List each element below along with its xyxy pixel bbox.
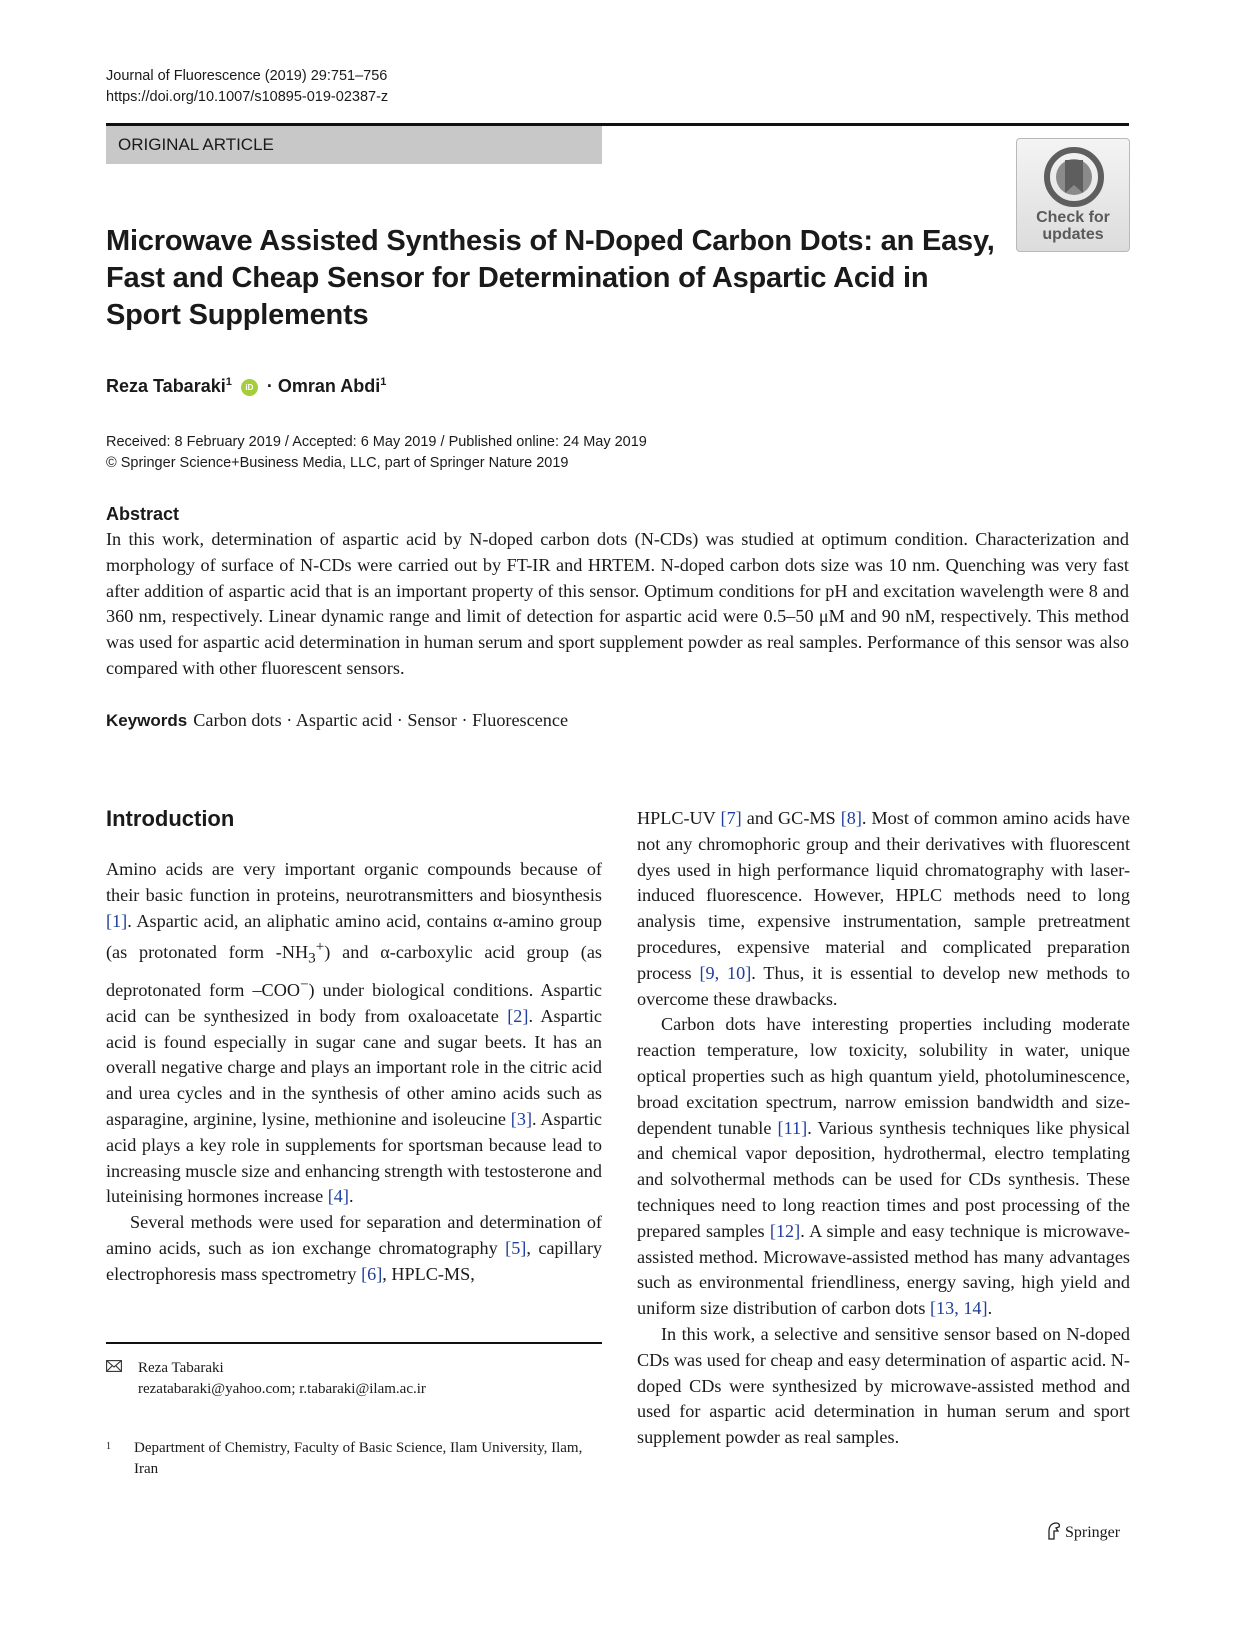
envelope-icon [106,1360,122,1372]
citation-link[interactable]: [3] [510,1108,533,1129]
journal-citation: Journal of Fluorescence (2019) 29:751–756 [106,68,388,84]
text-run: HPLC-UV [637,808,721,828]
affiliation-number: 1 [106,1441,111,1452]
check-updates-line2: updates [1042,226,1104,243]
text-run: ) under biological conditions. Aspartic acid can be synthesized in body from oxaloacetate [106,979,602,1026]
text-run: . Various synthesis techniques like physical and chemical vapor deposition, hydrothermal, electro templating and solvothermal methods can be used for CDs synthesis. These techniques need to long reaction times and post processing of the prepared samples [637,1117,1130,1241]
keywords-line [106,708,568,733]
citation-link[interactable]: [4] [327,1186,349,1207]
check-for-updates-badge[interactable] [1016,138,1130,252]
citation-link[interactable]: [6] [361,1263,383,1284]
text-run: Amino acids are very important organic compounds because of their basic function in proteins, neurotransmitters and biosynthesis [106,859,602,905]
corresponding-author-emails[interactable]: rezatabaraki@yahoo.com; r.tabaraki@ilam.ac.ir [138,1381,426,1397]
subscript: 3 [308,950,316,968]
author-affil-mark: 1 [225,376,232,388]
publisher-name: Springer [1065,1524,1121,1541]
text-run: . Aspartic acid plays a key role in supplements for sportsman because lead to increasing muscle size and enhancing strength with testosterone and luteinising hormones increase [106,1108,602,1207]
author-affil-mark: 1 [380,376,387,388]
citation-link[interactable]: [5] [505,1237,527,1258]
citation-link[interactable]: [8] [840,808,862,828]
copyright-line: © Springer Science+Business Media, LLC, part of Springer Nature 2019 [106,455,569,471]
text-run: . A simple and easy technique is microwave-assisted method. Microwave-assisted method has many advantages such as environmental friendliness, energy saving, high yield and uniform size distribution of carbon dots [637,1220,1130,1319]
keywords-list: Carbon dots · Aspartic acid · Sensor · Fluorescence [193,710,569,730]
doi-link[interactable]: https://doi.org/10.1007/s10895-019-02387-z [106,89,389,105]
author-name[interactable]: Omran Abdi [277,376,381,396]
citation-link[interactable]: [7] [720,808,742,828]
text-run: , HPLC-MS, [382,1263,475,1284]
right-column [637,806,1130,1451]
affiliation-text: Department of Chemistry, Faculty of Basic Science, Ilam University, Ilam, Iran [134,1440,583,1477]
footnote-rule [106,1342,602,1344]
intro-paragraph-3 [637,1012,1130,1322]
superscript: + [315,938,325,956]
publisher-logo [1046,1522,1120,1543]
citation-link[interactable]: [13, 14] [929,1298,988,1319]
keywords-label: Keywords [106,711,188,730]
text-run: . Aspartic acid is found especially in sugar cane and sugar beets. It has an overall negative charge and plays an important role in the citric acid and urea cycles and in the synthesis of other amino acids such as asparagine, arginine, lysine, methionine and isoleucine [106,1005,602,1129]
author-line [106,370,386,398]
author-name[interactable]: Reza Tabaraki [106,376,226,396]
journal-header [106,66,388,108]
citation-link[interactable]: [9, 10] [699,962,752,983]
citation-link[interactable]: [2] [507,1005,529,1026]
text-run: . [348,1186,354,1207]
text-run: Carbon dots have interesting properties including moderate reaction temperature, low toxicity, solubility in water, unique optical properties such as high quantum yield, photoluminescence, broad excitation spectrum, narrow emission bandwidth and size-dependent tunable [637,1014,1130,1138]
article-title: Microwave Assisted Synthesis of N-Doped Carbon Dots: an Easy, Fast and Cheap Sensor for Determination of Aspartic Acid in Sport Supplements [106,225,995,331]
springer-horse-icon [1046,1522,1062,1540]
text-run: and GC-MS [741,808,841,828]
citation-link[interactable]: [12] [769,1220,801,1241]
text-run: ) and α-carboxylic acid group (as deprotonated form –COO [106,942,602,1000]
intro-paragraph-4: In this work, a selective and sensitive sensor based on N-doped CDs was used for cheap and easy determination of aspartic acid. N-doped CDs were synthesized by microwave-assisted method and used for aspartic acid determination in human serum and sport supplement powder as real samples. [637,1323,1130,1448]
orcid-icon[interactable]: iD [241,379,258,396]
intro-paragraph-2-start [106,1210,602,1287]
article-type: ORIGINAL ARTICLE [118,135,274,154]
intro-paragraph-1 [106,857,602,1210]
publication-dates-block [106,432,647,474]
text-run: . Most of common amino acids have not any chromophoric group and their derivatives with fluorescent dyes used in high performance liquid chromatography with laser-induced fluorescence. However, HPLC methods need to long analysis time, expensive instrumentation, sample pretreatment procedures, expensive material and complicated preparation process [637,808,1130,983]
text-run: . Aspartic acid, an aliphatic amino acid, contains α-amino group (as protonated form -NH [106,910,602,963]
author-separator: · [266,376,273,396]
section-heading-introduction: Introduction [106,806,235,831]
abstract-text: In this work, determination of aspartic acid by N-doped carbon dots (N-CDs) was studied at optimum condition. Characterization and morphology of surface of N-CDs were carried out by FT-IR and HRTEM. N-doped carbon dots size was 10 nm. Quenching was very fast after addition of aspartic acid that is an important property of this sensor. Optimum conditions for pH and excitation wavelength were 8 and 360 nm, respectively. Linear dynamic range and limit of detection for aspartic acid were 0.5–50 μM and 90 nM, respectively. This method was used for aspartic acid determination in human serum and sport supplement powder as real samples. Performance of this sensor was also compared with other fluorescent sensors. [106,529,1129,678]
left-column [106,857,602,1288]
text-run: Several methods were used for separation and determination of amino acids, such as ion exchange chromatography [106,1212,602,1258]
article-type-band [106,126,602,164]
check-updates-line1: Check for [1036,209,1110,226]
publication-dates: Received: 8 February 2019 / Accepted: 6 May 2019 / Published online: 24 May 2019 [106,434,647,450]
text-run: . Thus, it is essential to develop new methods to overcome these drawbacks. [637,962,1130,1009]
bookmark-ring-icon [1044,147,1104,207]
citation-link[interactable]: [1] [106,910,128,931]
text-run: . [987,1298,993,1319]
intro-paragraph-2-cont [637,806,1130,1012]
corresponding-author-name: Reza Tabaraki [138,1360,224,1376]
superscript: − [299,975,309,993]
text-run: , capillary electrophoresis mass spectrometry [106,1237,602,1284]
abstract-heading: Abstract [106,504,180,524]
citation-link[interactable]: [11] [777,1117,808,1138]
